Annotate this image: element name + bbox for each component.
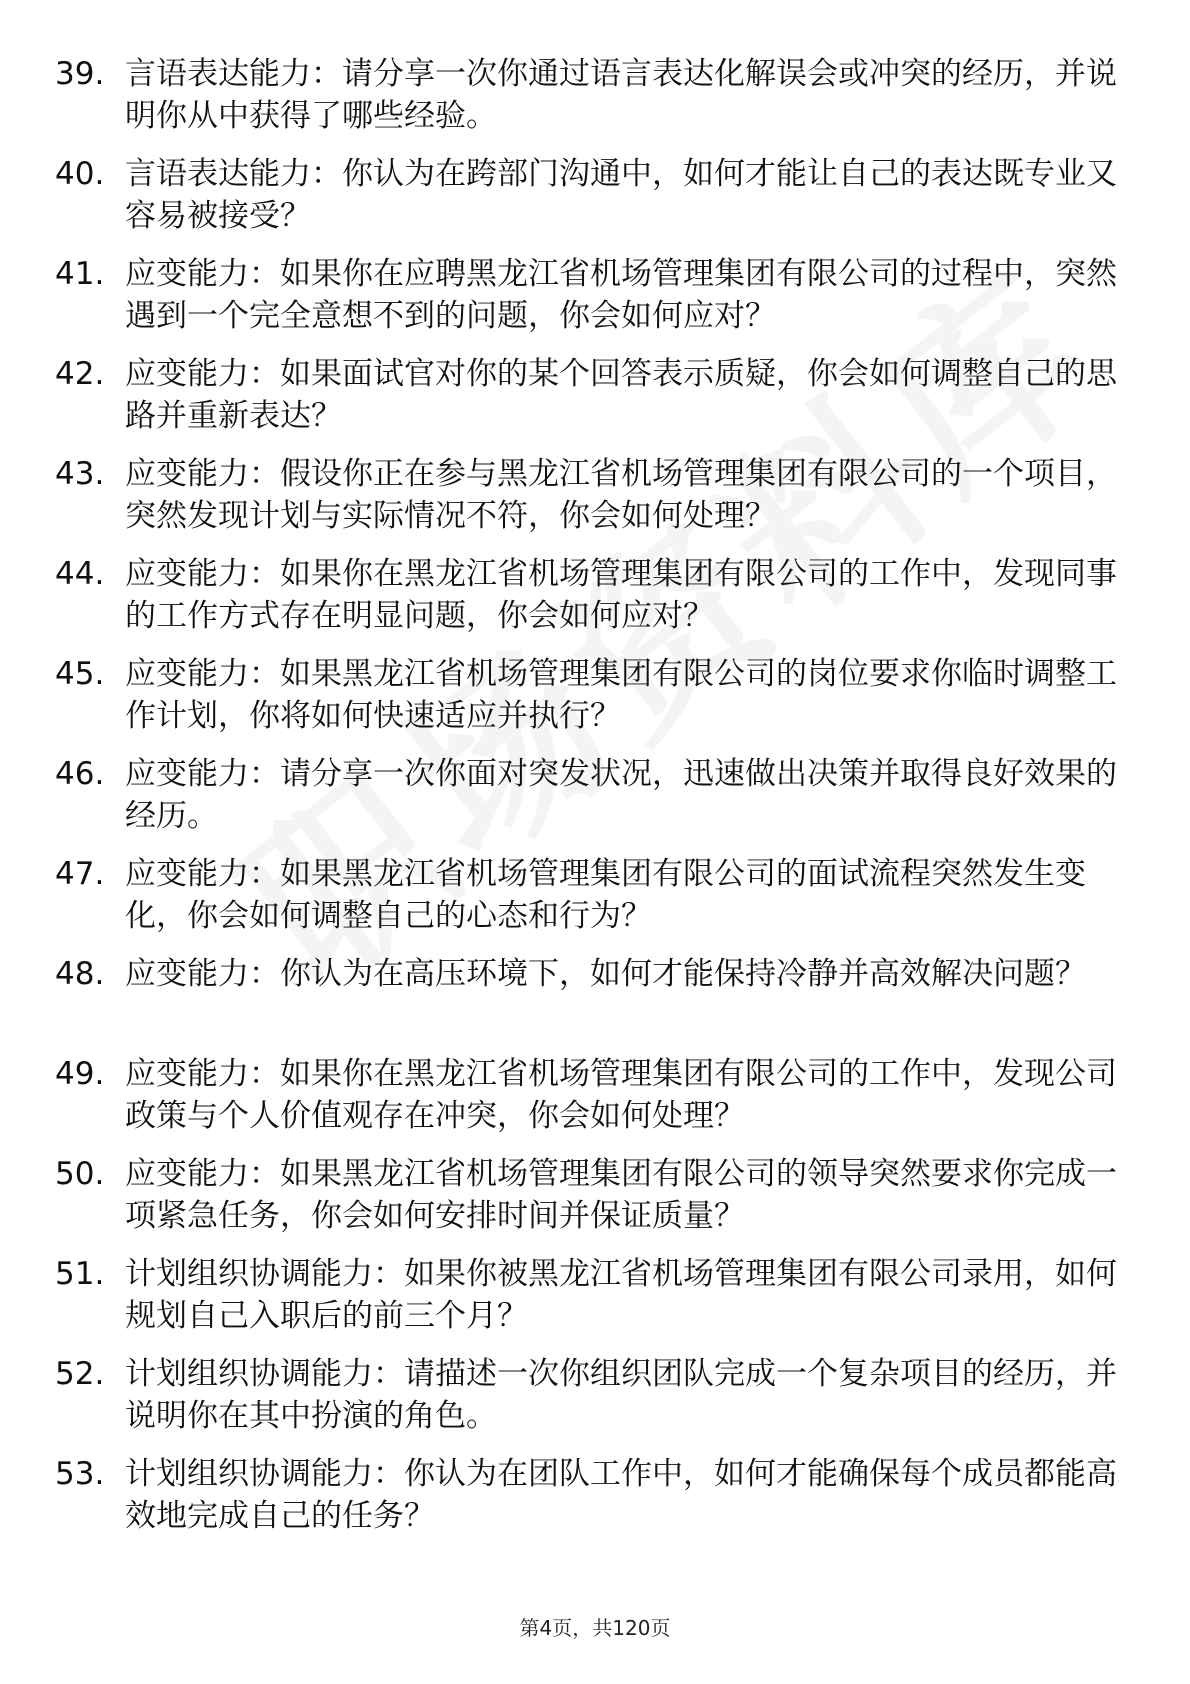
question-number: 51. bbox=[55, 1256, 105, 1292]
question-number: 42. bbox=[55, 356, 105, 392]
question-item bbox=[55, 1453, 1135, 1537]
question-item bbox=[55, 1053, 1135, 1137]
question-number: 47. bbox=[55, 856, 105, 892]
question-text: 应变能力：如果你在应聘黑龙江省机场管理集团有限公司的过程中，突然遇到一个完全意想不到的问题，你会如何应对？ bbox=[125, 256, 1117, 334]
question-item bbox=[55, 753, 1135, 837]
question-number: 41. bbox=[55, 256, 105, 292]
page-footer bbox=[0, 1612, 1190, 1641]
question-text: 计划组织协调能力：如果你被黑龙江省机场管理集团有限公司录用，如何规划自己入职后的前三个月？ bbox=[125, 1256, 1117, 1334]
question-text: 应变能力：如果面试官对你的某个回答表示质疑，你会如何调整自己的思路并重新表达？ bbox=[125, 356, 1117, 434]
question-text: 计划组织协调能力：请描述一次你组织团队完成一个复杂项目的经历，并说明你在其中扮演的角色。 bbox=[125, 1356, 1117, 1434]
question-item bbox=[55, 453, 1135, 537]
question-list bbox=[55, 53, 1135, 1553]
question-text: 言语表达能力：你认为在跨部门沟通中，如何才能让自己的表达既专业又容易被接受？ bbox=[125, 156, 1117, 234]
question-text: 应变能力：如果黑龙江省机场管理集团有限公司的岗位要求你临时调整工作计划，你将如何快速适应并执行？ bbox=[125, 656, 1117, 734]
question-item bbox=[55, 1353, 1135, 1437]
question-item bbox=[55, 1253, 1135, 1337]
question-number: 49. bbox=[55, 1056, 105, 1092]
question-number: 46. bbox=[55, 756, 105, 792]
question-item bbox=[55, 553, 1135, 637]
question-item bbox=[55, 53, 1135, 137]
question-item bbox=[55, 353, 1135, 437]
question-item bbox=[55, 953, 1135, 1037]
question-number: 40. bbox=[55, 156, 105, 192]
question-number: 45. bbox=[55, 656, 105, 692]
question-text: 应变能力：如果你在黑龙江省机场管理集团有限公司的工作中，发现同事的工作方式存在明显问题，你会如何应对？ bbox=[125, 556, 1117, 634]
question-text: 应变能力：如果黑龙江省机场管理集团有限公司的领导突然要求你完成一项紧急任务，你会如何安排时间并保证质量？ bbox=[125, 1156, 1117, 1234]
question-number: 39. bbox=[55, 56, 105, 92]
page-indicator: 第4页，共120页 bbox=[519, 1616, 671, 1640]
question-item bbox=[55, 653, 1135, 737]
question-text: 应变能力：如果黑龙江省机场管理集团有限公司的面试流程突然发生变化，你会如何调整自己的心态和行为？ bbox=[125, 856, 1086, 934]
question-number: 43. bbox=[55, 456, 105, 492]
question-item bbox=[55, 1153, 1135, 1237]
question-text: 应变能力：请分享一次你面对突发状况，迅速做出决策并取得良好效果的经历。 bbox=[125, 756, 1117, 834]
question-text: 应变能力：如果你在黑龙江省机场管理集团有限公司的工作中，发现公司政策与个人价值观存在冲突，你会如何处理？ bbox=[125, 1056, 1117, 1134]
question-text: 应变能力：假设你正在参与黑龙江省机场管理集团有限公司的一个项目，突然发现计划与实际情况不符，你会如何处理？ bbox=[125, 456, 1117, 534]
question-item bbox=[55, 253, 1135, 337]
question-number: 48. bbox=[55, 956, 105, 992]
question-text: 计划组织协调能力：你认为在团队工作中，如何才能确保每个成员都能高效地完成自己的任务？ bbox=[125, 1456, 1117, 1534]
question-number: 50. bbox=[55, 1156, 105, 1192]
question-number: 53. bbox=[55, 1456, 105, 1492]
question-text: 应变能力：你认为在高压环境下，如何才能保持冷静并高效解决问题？ bbox=[125, 956, 1086, 992]
question-item bbox=[55, 153, 1135, 237]
question-number: 44. bbox=[55, 556, 105, 592]
question-text: 言语表达能力：请分享一次你通过语言表达化解误会或冲突的经历，并说明你从中获得了哪些经验。 bbox=[125, 56, 1117, 134]
question-number: 52. bbox=[55, 1356, 105, 1392]
question-item bbox=[55, 853, 1135, 937]
